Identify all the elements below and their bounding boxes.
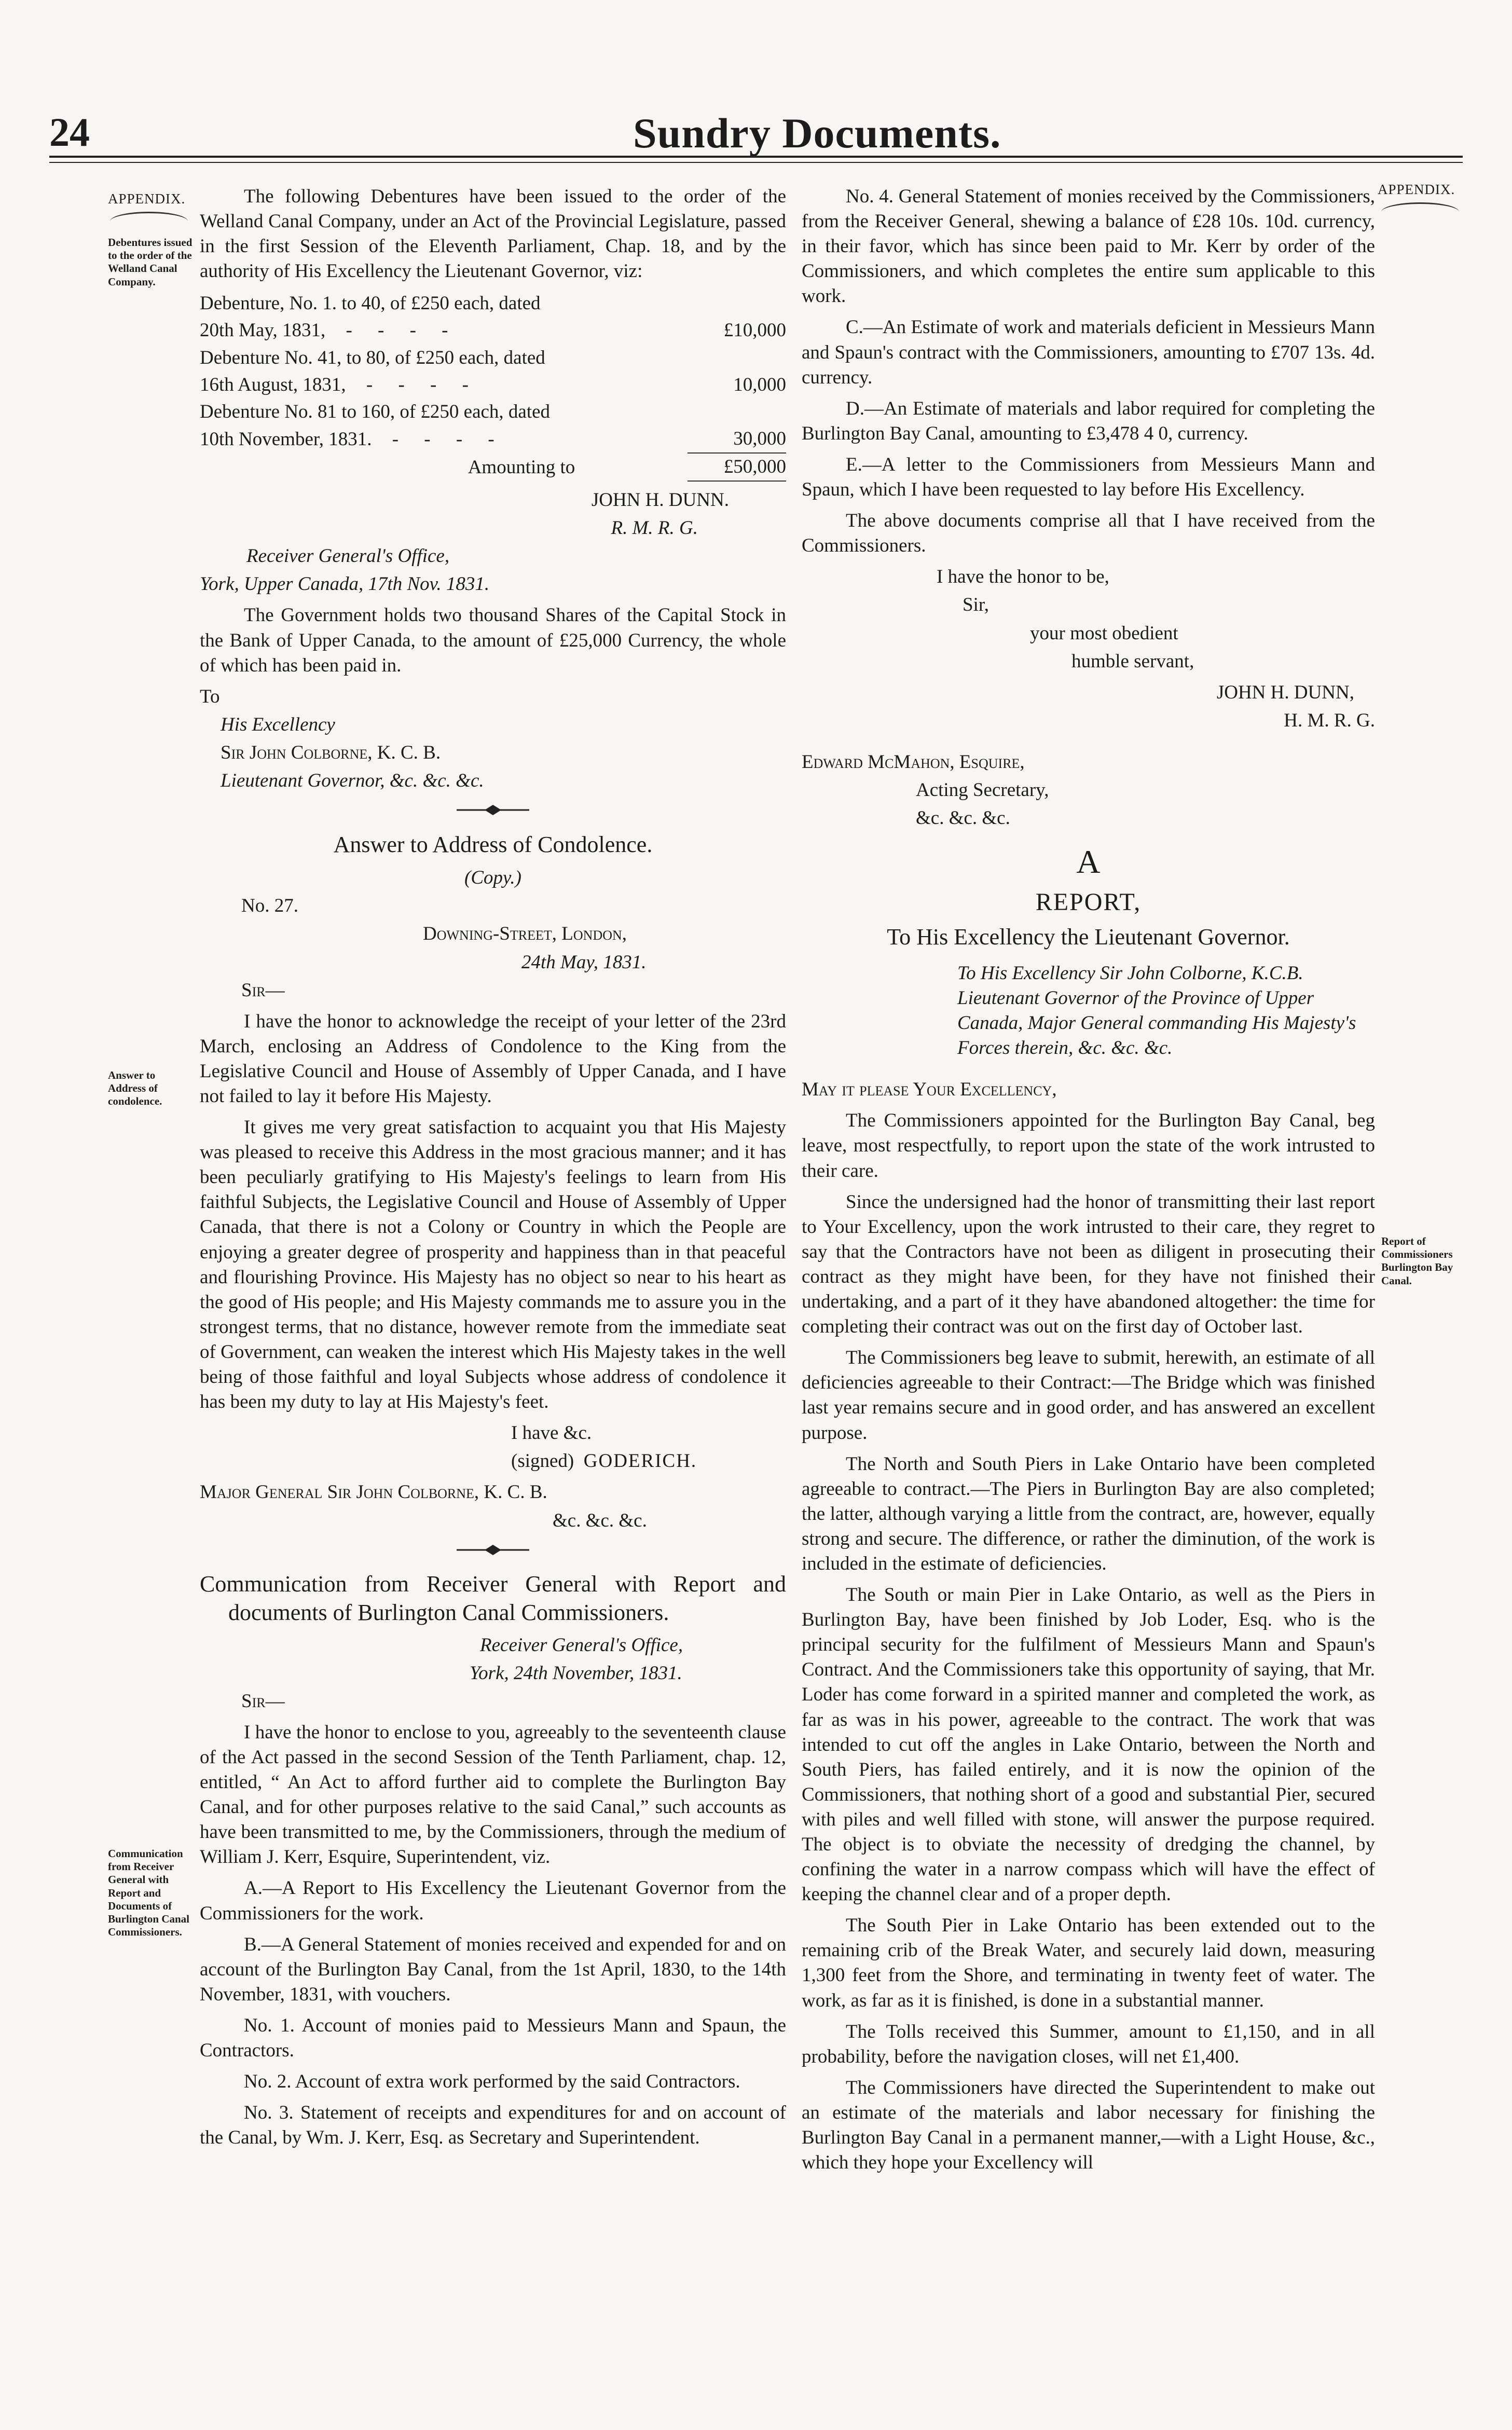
report-paragraph: The South or main Pier in Lake Ontario, as well as the Piers in Burlington Bay, have been finished by Job Loder, Esq. who is the principal security for the fulfilment of Messieurs Mann and Spaun's Contract. And the Commissioners take this opportunity of saying, that Mr. Loder has come forward in a spirited manner and completed the work, as far as was in his power, agreeable to the contract. The work that was intended to cut off the angles in Lake Ontario, between the North and South Piers, has failed entirely, and it is now the opinion of the Commissioners, that nothing short of a good and substantial Pier, secured with piles and well filled with stone, will answer the purpose required. The object is to obviate the necessity of dredging the channel, by confining the water in a narrow compass which will have the effect of keeping the channel clear and of a proper depth.: [802, 1584, 1375, 1905]
salutation: Sir—: [241, 979, 285, 1001]
dispatch-place: Downing-Street, London,: [423, 923, 627, 945]
running-title: Sundry Documents.: [633, 109, 1001, 157]
letter-paragraph: I have the honor to enclose to you, agreeably to the seventeenth clause of the Act passed in the second Session of the Tenth Parliament, chap. 12, entitled, “ An Act to afford further aid to complete the Burlington Bay Canal, and for other purposes relative to the said Canal,” such accounts as have been transmitted to me, by the Commissioners, through the medium of William J. Kerr, Esquire, Superintendent, viz.: [200, 1721, 786, 1868]
section-ornament: [200, 1544, 786, 1556]
address-to: To: [200, 685, 220, 707]
report-paragraph: The North and South Piers in Lake Ontario have been completed agreeable to contract.—The Piers in Burlington Bay are also completed; the latter, although varying a little from the contract, are, however, equally strong and secure. The difference, or rather the diminution, of the work is included in the estimate of deficiencies.: [802, 1453, 1375, 1574]
debenture-amount: £10,000: [723, 320, 786, 341]
closing-line: Sir,: [963, 594, 989, 616]
report-paragraph: The Tolls received this Summer, amount to £1,150, and in all probability, before the navigation closes, will net £1,400.: [802, 2021, 1375, 2067]
enclosure-item: E.—A letter to the Commissioners from Messieurs Mann and Spaun, which I have been requested to lay before His Excellency.: [802, 454, 1375, 501]
report-paragraph: The Commissioners appointed for the Burlington Bay Canal, beg leave, most respectfully, to report upon the state of the work intrusted to their care.: [802, 1110, 1375, 1182]
debenture-table: [200, 290, 786, 482]
dispatch-date: 24th May, 1831.: [521, 951, 647, 973]
appendix-letter: A: [1076, 843, 1101, 881]
signature-name: JOHN H. DUNN.: [591, 489, 729, 511]
margin-note-answer: Answer to Address of condolence.: [108, 1069, 162, 1108]
enclosure-item: No. 3. Statement of receipts and expenditures for and on account of the Canal, by Wm. J. Kerr, Esq. as Secretary and Superintendent.: [200, 2102, 786, 2149]
enclosure-item: No. 1. Account of monies paid to Messieurs Mann and Spaun, the Contractors.: [200, 2014, 786, 2061]
report-paragraph: The Commissioners beg leave to submit, herewith, an estimate of all deficiencies agreeable to their Contract:—The Bridge which was finished last year remains secure and in good order, and has answered an excellent purpose.: [802, 1347, 1375, 1444]
report-paragraph: Since the undersigned had the honor of transmitting their last report to Your Excellency, upon the work intrusted to their care, they regret to say that the Contractors have not been as diligent in prosecuting their contract as they might have been, for they have not finished their undertaking, and a part of it they have abandoned altogether: the time for completing their contract was out on the first day of October last.: [802, 1191, 1375, 1338]
signature-title: R. M. R. G.: [611, 517, 698, 539]
ornament-icon: [457, 804, 529, 816]
closing: I have &c.: [511, 1422, 592, 1444]
debenture-row: Debenture No. 41, to 80, of £250 each, dated: [200, 347, 545, 368]
closing-line: humble servant,: [1071, 650, 1194, 672]
signed-line: [200, 1449, 786, 1474]
office-line: Receiver General's Office,: [246, 545, 450, 567]
enclosure-item: C.—An Estimate of work and materials deficient in Messieurs Mann and Spaun's contract with the Commissioners, amounting to £707 13s. 4d. currency.: [802, 317, 1375, 388]
office-date-line: York, 24th November, 1831.: [470, 1662, 682, 1684]
letter-paragraph: It gives me very great satisfaction to acquaint you that His Majesty was pleased to receive this Address in the most gracious manner; and it has been peculiarly gratifying to His Majesty's feelings to learn from His faithful Subjects, the Legislative Council and House of Assembly of Upper Canada, that there is not a Colony or Country in which the People are enjoying a greater degree of prosperity and happiness than in that peaceful and flourishing Province. His Majesty has no object so near to his heart as the good of His people; and His Majesty commands me to assure you in the strongest terms, that no distance, however remote from the immediate seat of Government, can weaken the interest which His Majesty takes in the well being of those faithful and loyal Subjects whose address of condolence it has been my duty to lay at His Majesty's feet.: [200, 1117, 786, 1413]
report-title: REPORT,: [1035, 888, 1142, 916]
letter-paragraph: I have the honor to acknowledge the receipt of your letter of the 23rd March, enclosing an Address of Condolence to the King from the Legislative Council and House of Assembly of Upper Canada, and I have not failed to lay it before His Majesty.: [200, 1010, 786, 1107]
enclosure-item: A.—A Report to His Excellency the Lieutenant Governor from the Commissioners for the work.: [200, 1877, 786, 1924]
enclosure-item: No. 4. General Statement of monies received by the Commissioners, from the Receiver General, shewing a balance of £28 10s. 10d. currency, in their favor, which has since been paid to Mr. Kerr by order of the Commissioners, and which completes the entire sum applicable to this work.: [802, 186, 1375, 307]
section-heading-answer: Answer to Address of Condolence.: [333, 832, 653, 858]
recipient-line: Acting Secretary,: [916, 779, 1049, 801]
margin-note-debentures: Debentures issued to the order of the Welland Canal Company.: [108, 236, 193, 288]
recipient-line: &c. &c. &c.: [916, 807, 1010, 829]
left-column: [200, 184, 786, 2157]
dispatch-number: No. 27.: [241, 895, 298, 917]
report-dedication: To His Excellency Sir John Colborne, K.C.B. Lieutenant Governor of the Province of Upper Canada, Major General commanding His Majesty's Forces therein, &c. &c. &c.: [957, 962, 1356, 1059]
shares-paragraph: The Government holds two thousand Shares of the Capital Stock in the Bank of Upper Canada, to the amount of £25,000 Currency, the whole of which has been paid in.: [200, 605, 786, 676]
closing-line: I have the honor to be,: [937, 566, 1109, 588]
recipient-line: Edward McMahon, Esquire,: [802, 751, 1025, 773]
signed-label: (signed): [511, 1450, 574, 1472]
debenture-row: Debenture No. 81 to 160, of £250 each, dated: [200, 401, 551, 422]
report-paragraph: The Commissioners have directed the Superintendent to make out an estimate of the materials and labor necessary for finishing the Burlington Bay Canal in a permanent manner,—with a Light House, &c., which they hope your Excellency will: [802, 2077, 1375, 2174]
report-paragraph: The South Pier in Lake Ontario has been extended out to the remaining crib of the Break Water, and securely laid down, measuring 1,300 feet from the Shore, and terminating in twenty feet of water. The work, as far as it is finished, is done in a substantial manner.: [802, 1915, 1375, 2011]
address-line: Sir John Colborne, K. C. B.: [221, 742, 441, 763]
debenture-row: 20th May, 1831, - - - - £10,000: [200, 317, 786, 344]
office-line: Receiver General's Office,: [480, 1634, 683, 1656]
appendix-mark-left: APPENDIX.: [108, 191, 186, 207]
appendix-mark-right: APPENDIX.: [1378, 182, 1455, 197]
debenture-row: 10th November, 1831. - - - - 30,000: [200, 425, 786, 453]
recipient-line: Major General Sir John Colborne, K. C. B.: [200, 1481, 547, 1503]
appendix-brace-right: [1381, 202, 1459, 214]
debenture-amount: 10,000: [733, 374, 786, 395]
section-ornament: [200, 804, 786, 816]
office-date-line: York, Upper Canada, 17th Nov. 1831.: [200, 573, 490, 595]
enclosure-item: B.—A General Statement of monies received and expended for and on account of the Burlington Bay Canal, from the 1st April, 1830, to the 14th November, 1831, with vouchers.: [200, 1933, 786, 2005]
recipient-etc: &c. &c. &c.: [553, 1509, 647, 1531]
address-line: His Excellency: [221, 713, 335, 735]
signature-name: JOHN H. DUNN,: [1216, 681, 1354, 703]
right-column: [802, 184, 1375, 2181]
signature-title: H. M. R. G.: [1284, 709, 1375, 731]
report-subtitle: To His Excellency the Lieutenant Governor.: [887, 924, 1290, 950]
page-number: 24: [49, 109, 90, 155]
margin-note-communication: Communication from Receiver General with Report and Documents of Burlington Canal Commissioners.: [108, 1847, 189, 1939]
debenture-total: £50,000: [688, 453, 786, 481]
letter-paragraph: The above documents comprise all that I have received from the Commissioners.: [802, 510, 1375, 557]
header-rule: [49, 156, 1463, 163]
address-line: Lieutenant Governor, &c. &c. &c.: [221, 770, 484, 791]
signed-name: GODERICH.: [583, 1450, 697, 1472]
section-heading-communication: Communication from Receiver General with Report and documents of Burlington Canal Commissioners.: [200, 1571, 786, 1625]
debenture-row: 16th August, 1831, - - - - 10,000: [200, 372, 786, 399]
debentures-intro: The following Debentures have been issued to the order of the Welland Canal Company, under an Act of the Provincial Legislature, passed in the first Session of the Eleventh Parliament, Chap. 18, and by the authority of His Excellency the Lieutenant Governor, viz:: [200, 186, 786, 282]
appendix-brace-left: [110, 212, 188, 223]
closing-line: your most obedient: [1030, 622, 1178, 644]
debenture-row: Debenture, No. 1. to 40, of £250 each, dated: [200, 293, 541, 314]
enclosure-item: No. 2. Account of extra work performed by the said Contractors.: [244, 2071, 740, 2093]
debenture-amount: 30,000: [733, 428, 786, 449]
ornament-icon: [457, 1544, 529, 1556]
copy-label: (Copy.): [464, 867, 521, 889]
debenture-total-row: Amounting to £50,000: [200, 453, 786, 481]
salutation: Sir—: [241, 1690, 285, 1712]
margin-note-report: Report of Commissioners Burlington Bay Canal.: [1381, 1235, 1453, 1287]
report-salutation: May it please Your Excellency,: [802, 1079, 1057, 1101]
enclosure-item: D.—An Estimate of materials and labor required for completing the Burlington Bay Canal, amounting to £3,478 4 0, currency.: [802, 397, 1375, 444]
